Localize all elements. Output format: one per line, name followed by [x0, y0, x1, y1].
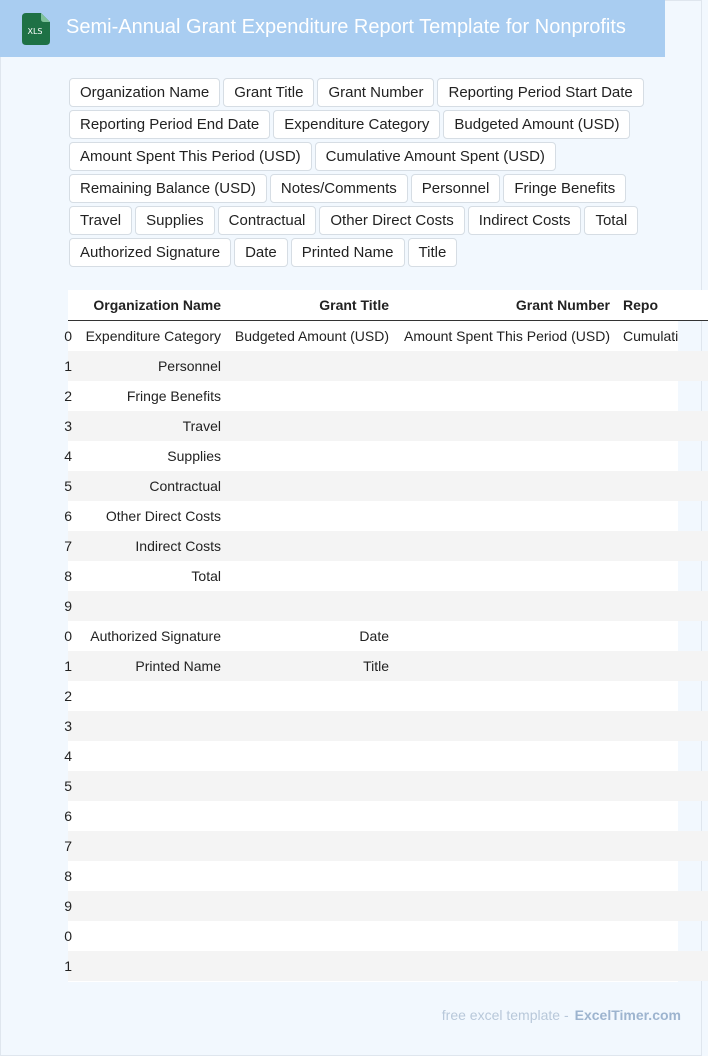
- row-number: 6: [64, 808, 72, 824]
- field-tag[interactable]: Grant Title: [223, 78, 314, 107]
- table-row: [64, 771, 708, 801]
- table-cell[interactable]: Printed Name: [135, 658, 221, 674]
- row-number: 1: [64, 658, 72, 674]
- row-number: 8: [64, 868, 72, 884]
- field-tag[interactable]: Authorized Signature: [69, 238, 231, 267]
- table-row: [64, 921, 708, 951]
- table-cell[interactable]: [615, 741, 705, 771]
- field-tag[interactable]: Notes/Comments: [270, 174, 408, 203]
- table-cell[interactable]: [394, 381, 615, 411]
- table-cell[interactable]: [615, 711, 705, 741]
- table-cell[interactable]: [394, 351, 615, 381]
- table-cell[interactable]: [615, 801, 705, 831]
- table-cell[interactable]: [226, 711, 394, 741]
- table-cell[interactable]: [615, 621, 705, 651]
- table-cell[interactable]: [226, 801, 394, 831]
- row-number: 1: [64, 358, 72, 374]
- table-cell[interactable]: [68, 801, 226, 831]
- field-tag[interactable]: Grant Number: [317, 78, 434, 107]
- table-cell[interactable]: [226, 351, 394, 381]
- row-number: 7: [64, 838, 72, 854]
- table-cell[interactable]: Expenditure Category: [85, 328, 221, 344]
- table-cell[interactable]: [226, 831, 394, 861]
- field-tag[interactable]: Budgeted Amount (USD): [443, 110, 630, 139]
- table-cell[interactable]: [615, 921, 705, 951]
- table-row: [64, 651, 708, 681]
- table-cell[interactable]: [394, 501, 615, 531]
- table-cell[interactable]: Personnel: [157, 358, 221, 374]
- svg-text:XLS: XLS: [27, 27, 43, 36]
- table-row: [64, 531, 708, 561]
- table-cell[interactable]: [394, 441, 615, 471]
- footer-brand-link[interactable]: ExcelTimer.com: [574, 1007, 681, 1023]
- table-cell[interactable]: [615, 951, 705, 981]
- field-tag[interactable]: Expenditure Category: [273, 110, 440, 139]
- field-tag[interactable]: Title: [408, 238, 458, 267]
- table-cell[interactable]: [226, 411, 394, 441]
- table-cell[interactable]: [226, 471, 394, 501]
- row-number: 0: [64, 928, 72, 944]
- row-number: 0: [64, 628, 72, 644]
- table-cell[interactable]: [226, 501, 394, 531]
- field-tag[interactable]: Supplies: [135, 206, 215, 235]
- table-cell[interactable]: Contractual: [149, 478, 221, 494]
- table-cell[interactable]: [394, 561, 615, 591]
- field-tag[interactable]: Indirect Costs: [468, 206, 582, 235]
- row-number: 4: [64, 448, 72, 464]
- table-cell[interactable]: [615, 681, 705, 711]
- table-cell[interactable]: [394, 801, 615, 831]
- table-row: [64, 681, 708, 711]
- row-number: 5: [64, 478, 72, 494]
- table-row: [64, 471, 708, 501]
- table-cell[interactable]: [226, 861, 394, 891]
- column-header: Grant Number: [515, 297, 610, 313]
- table-cell[interactable]: [615, 831, 705, 861]
- table-cell[interactable]: [226, 891, 394, 921]
- table-cell[interactable]: [615, 351, 705, 381]
- table-cell[interactable]: [226, 681, 394, 711]
- table-row: [64, 891, 708, 921]
- table-cell[interactable]: [68, 681, 226, 711]
- table-cell[interactable]: Travel: [182, 418, 221, 434]
- row-number: 8: [64, 568, 72, 584]
- table-cell[interactable]: [226, 531, 394, 561]
- table-cell[interactable]: Supplies: [167, 448, 221, 464]
- table-cell[interactable]: Cumulati: [623, 328, 679, 344]
- column-header: Repo: [623, 297, 658, 313]
- table-cell[interactable]: Fringe Benefits: [126, 388, 221, 404]
- table-cell[interactable]: [394, 831, 615, 861]
- table-cell[interactable]: [615, 891, 705, 921]
- table-cell[interactable]: Other Direct Costs: [105, 508, 221, 524]
- table-cell[interactable]: [394, 621, 615, 651]
- table-cell[interactable]: [615, 441, 705, 471]
- row-number: 2: [64, 688, 72, 704]
- column-header: Grant Title: [319, 297, 389, 313]
- row-number: 2: [64, 388, 72, 404]
- table-cell[interactable]: [615, 861, 705, 891]
- table-row: [64, 831, 708, 861]
- table-cell[interactable]: [226, 741, 394, 771]
- field-tag[interactable]: Reporting Period End Date: [69, 110, 270, 139]
- field-tag[interactable]: Cumulative Amount Spent (USD): [315, 142, 556, 171]
- row-number: 9: [64, 598, 72, 614]
- table-cell[interactable]: [394, 471, 615, 501]
- table-cell[interactable]: [394, 531, 615, 561]
- table-cell[interactable]: [394, 681, 615, 711]
- row-number: 1: [64, 958, 72, 974]
- table-cell[interactable]: [226, 771, 394, 801]
- footer-credit: [442, 1007, 681, 1023]
- table-row: [64, 441, 708, 471]
- table-cell[interactable]: Date: [359, 628, 389, 644]
- table-row: [64, 621, 708, 651]
- table-cell[interactable]: [68, 711, 226, 741]
- table-cell[interactable]: [394, 861, 615, 891]
- field-tag[interactable]: Personnel: [411, 174, 501, 203]
- table-cell[interactable]: [226, 441, 394, 471]
- field-tag[interactable]: Amount Spent This Period (USD): [69, 142, 312, 171]
- table-cell[interactable]: Amount Spent This Period (USD): [404, 328, 610, 344]
- table-cell[interactable]: [394, 741, 615, 771]
- table-cell[interactable]: Budgeted Amount (USD): [234, 328, 389, 344]
- table-cell[interactable]: [615, 591, 705, 621]
- field-tag[interactable]: Date: [234, 238, 288, 267]
- table-cell[interactable]: [68, 831, 226, 861]
- row-number: 7: [64, 538, 72, 554]
- field-tag[interactable]: Remaining Balance (USD): [69, 174, 267, 203]
- table-row: [64, 351, 708, 381]
- table-cell[interactable]: [68, 741, 226, 771]
- table-row: [64, 711, 708, 741]
- table-cell[interactable]: Authorized Signature: [90, 628, 221, 644]
- table-cell[interactable]: [615, 561, 705, 591]
- table-row: [64, 501, 708, 531]
- field-tag[interactable]: Other Direct Costs: [319, 206, 464, 235]
- field-tag[interactable]: Printed Name: [291, 238, 405, 267]
- table-cell[interactable]: [68, 771, 226, 801]
- table-cell[interactable]: [394, 951, 615, 981]
- table-cell[interactable]: [394, 921, 615, 951]
- table-row: [64, 381, 708, 411]
- table-row: [64, 561, 708, 591]
- field-tag[interactable]: Reporting Period Start Date: [437, 78, 643, 107]
- footer-prefix: free excel template -: [441, 1007, 569, 1023]
- table-cell[interactable]: [226, 381, 394, 411]
- field-tag[interactable]: Fringe Benefits: [503, 174, 626, 203]
- field-tag[interactable]: Contractual: [218, 206, 317, 235]
- table-row: [64, 951, 708, 981]
- table-cell[interactable]: [394, 411, 615, 441]
- page-header: [0, 0, 665, 57]
- field-tag-list: [69, 78, 689, 267]
- table-row: [64, 591, 708, 621]
- table-row: [64, 801, 708, 831]
- table-cell[interactable]: [68, 861, 226, 891]
- row-number: 3: [64, 718, 72, 734]
- table-cell[interactable]: [615, 771, 705, 801]
- field-tag[interactable]: Organization Name: [69, 78, 220, 107]
- table-cell[interactable]: [615, 411, 705, 441]
- field-tag[interactable]: Travel: [69, 206, 132, 235]
- table-cell[interactable]: [226, 951, 394, 981]
- table-cell[interactable]: [394, 771, 615, 801]
- spreadsheet-preview: [64, 290, 679, 982]
- table-cell[interactable]: [68, 921, 226, 951]
- table-cell[interactable]: [615, 531, 705, 561]
- table-row: [64, 861, 708, 891]
- table-cell[interactable]: [68, 891, 226, 921]
- table-cell[interactable]: [615, 471, 705, 501]
- page-title: Semi-Annual Grant Expenditure Report Template for Nonprofits: [66, 16, 626, 38]
- column-header: Organization Name: [93, 297, 221, 313]
- table-cell[interactable]: [226, 561, 394, 591]
- table-cell[interactable]: [68, 951, 226, 981]
- table-cell[interactable]: [394, 591, 615, 621]
- table-cell[interactable]: [68, 591, 226, 621]
- table-cell[interactable]: [394, 711, 615, 741]
- table-header-row: [68, 290, 708, 321]
- table-cell[interactable]: Indirect Costs: [135, 538, 221, 554]
- row-number: 5: [64, 778, 72, 794]
- row-number: 0: [64, 328, 72, 344]
- row-number: 4: [64, 748, 72, 764]
- table-cell[interactable]: Title: [363, 658, 389, 674]
- table-row: [64, 411, 708, 441]
- row-number: 3: [64, 418, 72, 434]
- row-number: 9: [64, 898, 72, 914]
- table-cell[interactable]: [615, 651, 705, 681]
- table-cell[interactable]: [394, 891, 615, 921]
- table-cell[interactable]: [615, 501, 705, 531]
- field-tag[interactable]: Total: [584, 206, 638, 235]
- table-cell[interactable]: [394, 651, 615, 681]
- xls-file-icon: [22, 13, 50, 45]
- table-row: [64, 321, 708, 351]
- table-cell[interactable]: Total: [191, 568, 221, 584]
- table-cell[interactable]: [615, 381, 705, 411]
- row-number: 6: [64, 508, 72, 524]
- table-row: [64, 741, 708, 771]
- table-cell[interactable]: [226, 921, 394, 951]
- table-cell[interactable]: [226, 591, 394, 621]
